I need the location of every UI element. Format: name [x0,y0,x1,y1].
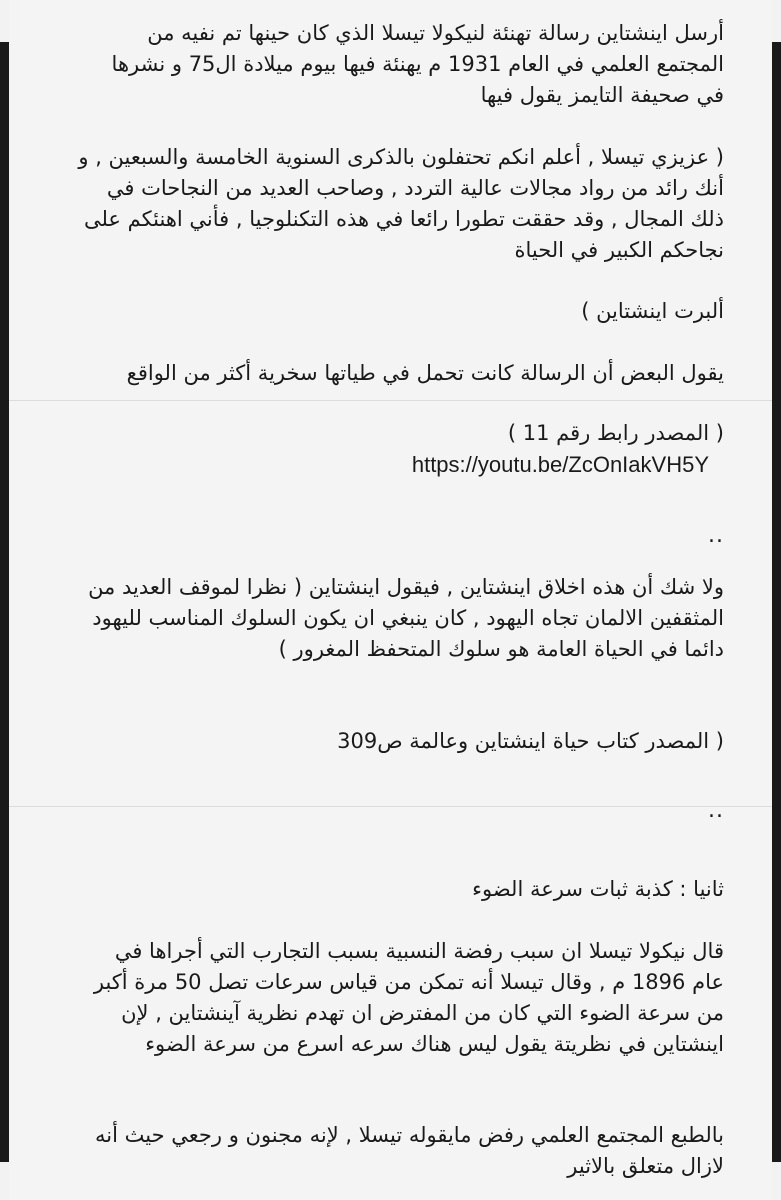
separator-dots [24,795,724,826]
separator-dots [24,520,724,551]
text-line: بالطبع المجتمع العلمي رفض مايقوله تيسلا , لإنه مجنون و رجعي حيث أنه [95,1123,724,1147]
text-line: أرسل اينشتاين رسالة تهنئة لنيكولا تيسلا الذي كان حينها تم نفيه من [147,21,724,45]
text-line: ولا شك أن هذه اخلاق اينشتاين , فيقول اينشتاين ( نظرا لموقف العديد من [88,575,724,599]
right-screen-edge [772,42,781,1162]
text-line: أنك رائد من رواد مجالات عالية التردد , وصاحب العديد من النجاحات في [106,176,724,200]
document-page[interactable] [9,0,772,1200]
text-line: عام 1896 م , وقال تيسلا أنه تمكن من قياس سرعات تصل 50 مرة أكبر [93,970,724,994]
text-line: من سرعة الضوء التي كان من المفترض ان تهدم نظرية آينشتاين , لإن [121,1001,724,1025]
text-line: ذلك المجال , وقد حققت تطورا رائعا في هذه التكنلوجيا , فأني اهنئكم على [83,207,724,231]
text-line: المجتمع العلمي في العام 1931 م يهنئة فيها بيوم ميلادة ال75 و نشرها [111,52,724,76]
heading-text: ثانيا : كذبة ثبات سرعة الضوء [472,877,724,901]
paragraph-sarcasm [24,358,724,389]
separator-text: .. [708,523,724,548]
text-line: ( عزيزي تيسلا , أعلم انكم تحتفلون بالذكرى السنوية الخامسة والسبعين , و [78,145,724,169]
text-line: يقول البعض أن الرسالة كانت تحمل في طياتها سخرية أكثر من الواقع [126,361,724,385]
paragraph-einstein-quote [24,572,724,665]
source-link[interactable]: https://youtu.be/ZcOnIakVH5Y [411,452,709,477]
text-line: المثقفين الالمان تجاه اليهود , كان ينبغي ان يكون السلوك المناسب لليهود [92,606,724,630]
source-reference-2 [24,726,724,757]
text-line: نجاحكم الكبير في الحياة [514,238,724,262]
left-screen-edge [0,42,9,1162]
separator-text: .. [708,798,724,823]
page-divider [9,400,772,401]
section-heading [24,874,724,905]
paragraph-letter-body [24,142,724,266]
text-line: لازال متعلق بالاثير [567,1154,724,1178]
paragraph-letter-intro [24,18,724,111]
paragraph-rejection [24,1120,724,1182]
text-line: في صحيفة التايمز يقول فيها [480,83,724,107]
source-reference-1 [24,418,724,480]
text-line: قال نيكولا تيسلا ان سبب رفضة النسبية بسبب التجارب التي أجراها في [114,939,724,963]
signature-text: ألبرت اينشتاين ) [581,299,724,323]
text-line: اينشتاين في نظريتة يقول ليس هناك سرعه اسرع من سرعة الضوء [145,1032,724,1056]
paragraph-light-speed [24,936,724,1060]
source-label: ( المصدر رابط رقم 11 ) [507,421,724,445]
letter-signature [24,296,724,327]
text-line: دائما في الحياة العامة هو سلوك المتحفظ المغرور ) [278,637,724,661]
source-label: ( المصدر كتاب حياة اينشتاين وعالمة ص309 [337,729,724,753]
